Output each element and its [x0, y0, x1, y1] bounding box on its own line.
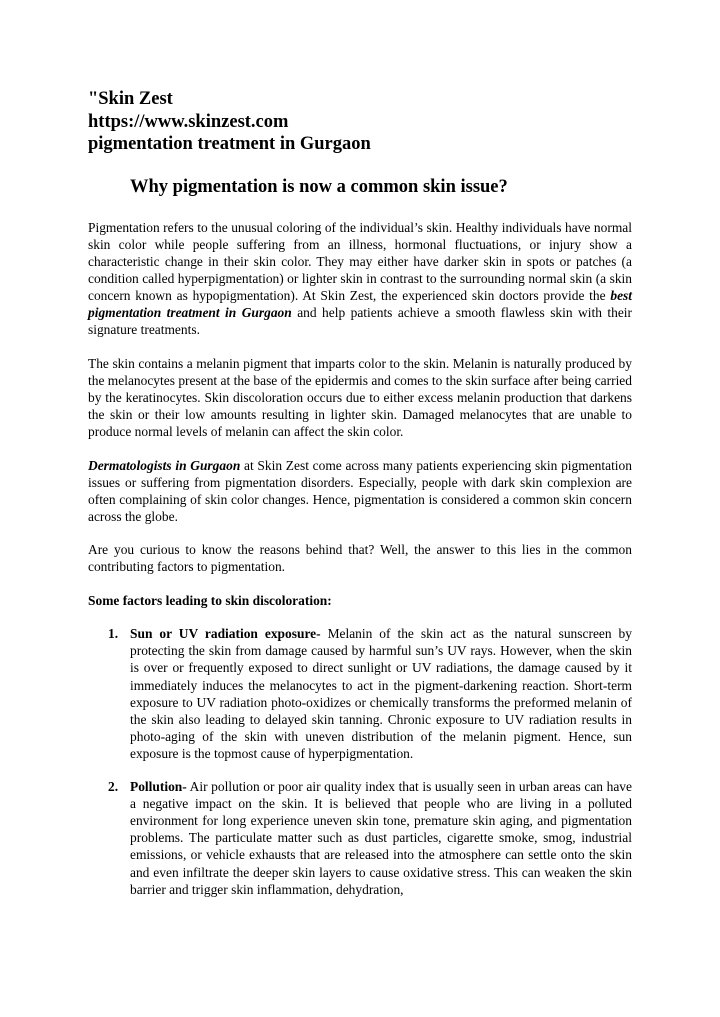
paragraph-intro-text: Pigmentation refers to the unusual coloring of the individual’s skin. Healthy individuals have normal skin color while people suffering from an illness, hormonal fluctuations, or injury show a characteristic change in their skin color. They may either have darker skin in spots or patches (a condition called hyperpigmentation) or lighter skin in contrast to the surrounding normal skin (a skin concern known as hypopigmentation). At Skin Zest, the experienced skin doctors provide the	[88, 220, 632, 304]
paragraph-intro	[88, 219, 632, 338]
dermatologists-link[interactable]: Dermatologists in Gurgaon	[88, 457, 241, 473]
list-item-text: Melanin of the skin act as the natural sunscreen by protecting the skin from damage caused by harmful sun’s UV rays. However, when the skin is over or frequently exposed to direct sunlight or UV radiations, the damage caused by it immediately induces the melanocytes to act in the pigment-darkening reaction. Short-term exposure to UV radiation photo-oxidizes or chemically transforms the preformed melanin of the skin also leading to delayed skin tanning. Chronic exposure to UV radiation results in photo-aging of the skin with uneven distribution of the melanin pigment. Hence, sun exposure is the topmost cause of hyperpigmentation.	[130, 626, 632, 761]
list-item	[88, 778, 632, 897]
factors-subheading: Some factors leading to skin discoloration:	[88, 592, 332, 608]
list-item-title: Sun or UV radiation exposure-	[130, 626, 321, 642]
list-item-number: 1.	[108, 626, 119, 642]
document-topic: pigmentation treatment in Gurgaon	[88, 134, 371, 154]
paragraph-dermatologists-text: at Skin Zest come across many patients experiencing skin pigmentation issues or suffering from pigmentation disorders. Especially, people with dark skin complexion are often complaining of skin color changes. Hence, pigmentation is considered a common skin concern across the globe.	[88, 457, 632, 524]
list-item	[88, 625, 632, 761]
section-heading: Why pigmentation is now a common skin issue?	[130, 177, 508, 197]
paragraph-intro-tail: and help patients achieve a smooth flawless skin with their signature treatments.	[88, 305, 633, 338]
paragraph-curious: Are you curious to know the reasons behind that? Well, the answer to this lies in the common contributing factors to pigmentation.	[88, 542, 632, 575]
treatment-link[interactable]: best pigmentation treatment in Gurgaon	[88, 288, 632, 321]
list-item-title: Pollution-	[130, 779, 187, 795]
website-url: https://www.skinzest.com	[88, 111, 289, 132]
list-item-text: Air pollution or poor air quality index that is usually seen in urban areas can have a negative impact on the skin. It is believed that people who are living in a polluted environment for long experience uneven skin tone, premature skin aging, and pigmentation problems. The particulate matter such as dust particles, cigarette smoke, smog, industrial emissions, or vehicle exhausts that are released into the atmosphere can settle onto the skin and even infiltrate the deeper skin layers to cause oxidative stress. This can weaken the skin barrier and trigger skin inflammation, dehydration,	[130, 779, 632, 897]
document-body	[88, 219, 632, 914]
factors-list	[88, 625, 632, 897]
document-header	[88, 88, 648, 156]
paragraph-dermatologists	[88, 457, 632, 525]
list-item-number: 2.	[108, 779, 119, 795]
brand-name: "Skin Zest	[88, 89, 173, 109]
paragraph-melanin: The skin contains a melanin pigment that imparts color to the skin. Melanin is naturally produced by the melanocytes present at the base of the epidermis and comes to the skin surface after being carried by the keratinocytes. Skin discoloration occurs due to either excess melanin production that darkens the skin or their low amounts resulting in lighter skin. Damaged melanocytes that are unable to produce normal levels of melanin can affect the skin color.	[88, 355, 632, 440]
